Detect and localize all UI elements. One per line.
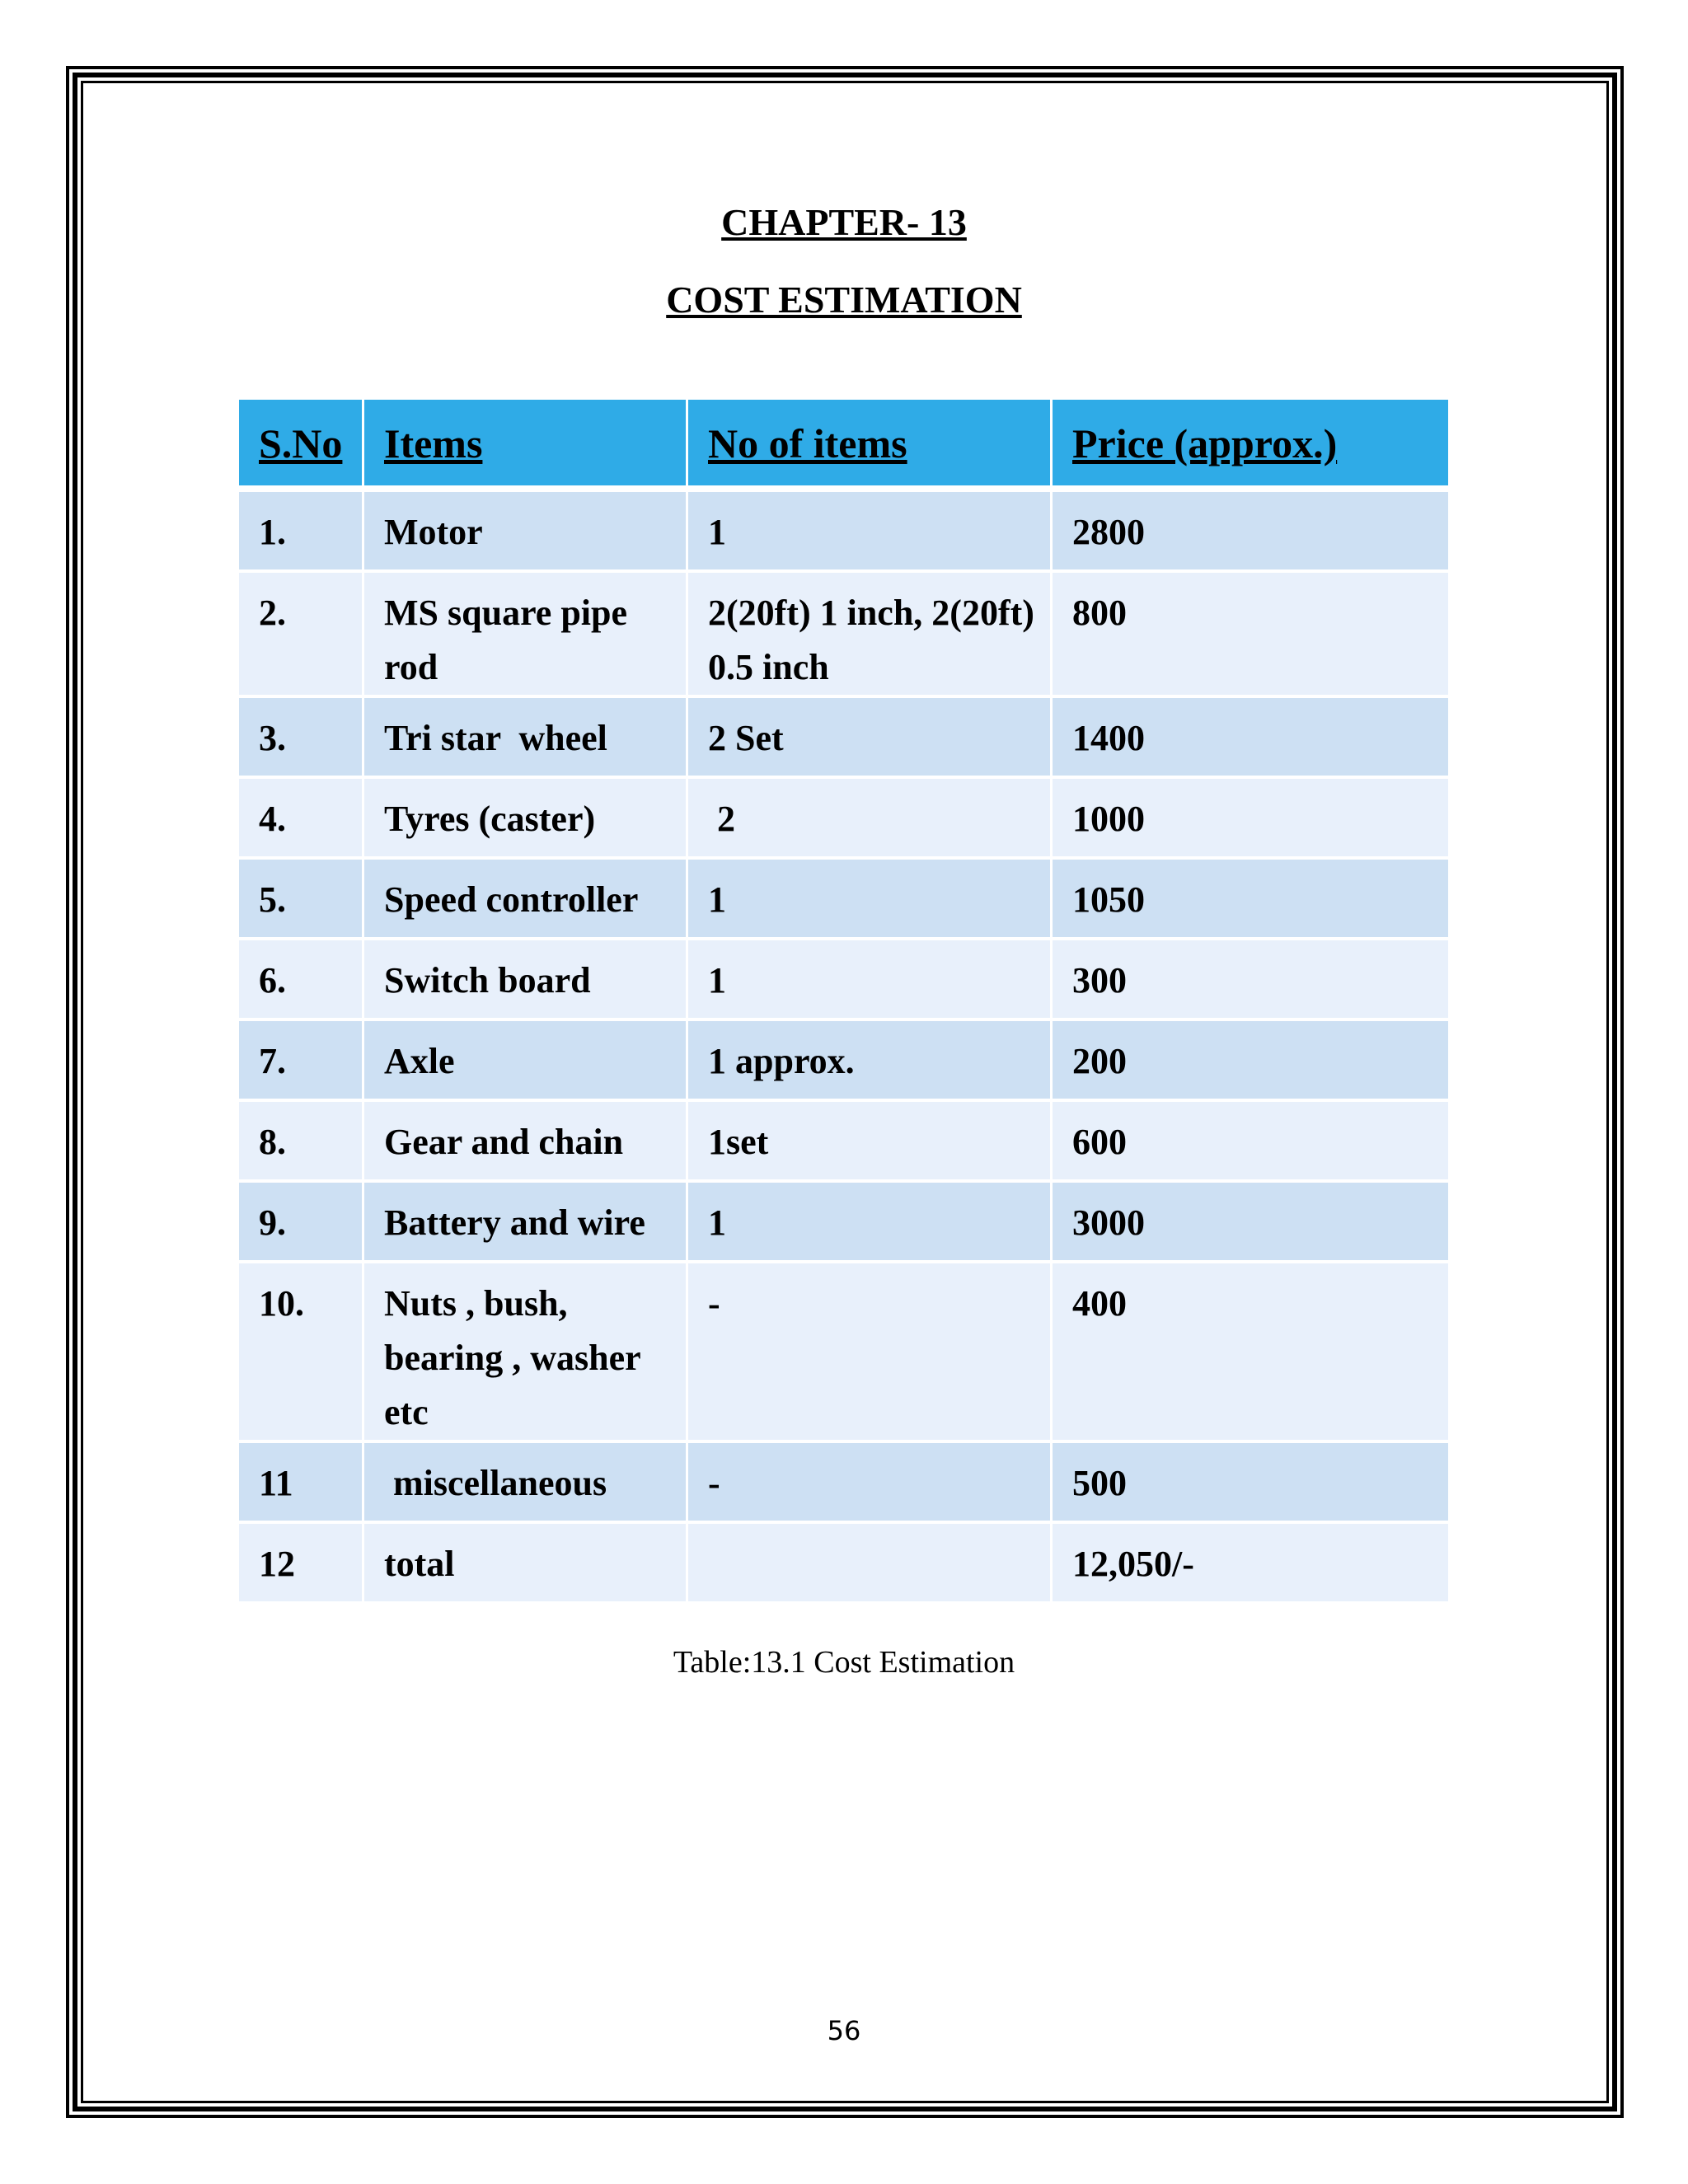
- cell-item: Tri star wheel: [364, 698, 688, 779]
- cell-item: Battery and wire: [364, 1183, 688, 1263]
- table-row: [239, 860, 1448, 940]
- cell-quantity: [688, 1524, 1053, 1605]
- column-header-quantity: No of items: [688, 400, 1053, 492]
- cell-item: Nuts , bush, bearing , washer etc: [364, 1263, 688, 1443]
- cell-price: 12,050/-: [1053, 1524, 1448, 1605]
- cell-sno: 6.: [239, 940, 364, 1021]
- table-caption: Table:13.1 Cost Estimation: [673, 1645, 1015, 1680]
- table-row: [239, 1102, 1448, 1183]
- cell-quantity: 1: [688, 1183, 1053, 1263]
- column-header-price: Price (approx.): [1053, 400, 1448, 492]
- cell-item: Gear and chain: [364, 1102, 688, 1183]
- cell-sno: 9.: [239, 1183, 364, 1263]
- cell-quantity: 2: [688, 779, 1053, 860]
- cell-sno: 12: [239, 1524, 364, 1605]
- cell-item: Axle: [364, 1021, 688, 1102]
- cell-sno: 4.: [239, 779, 364, 860]
- cell-price: 1050: [1053, 860, 1448, 940]
- column-header-sno: S.No: [239, 400, 364, 492]
- cell-quantity: 1: [688, 940, 1053, 1021]
- table-row-total: [239, 1524, 1448, 1605]
- table-row: [239, 1263, 1448, 1443]
- cell-quantity: 1: [688, 860, 1053, 940]
- cell-price: 400: [1053, 1263, 1448, 1443]
- table-row: [239, 1443, 1448, 1524]
- cell-quantity: 2 Set: [688, 698, 1053, 779]
- cell-price: 200: [1053, 1021, 1448, 1102]
- page-number: 56: [827, 2015, 861, 2046]
- table-row: [239, 573, 1448, 698]
- cell-item: MS square pipe rod: [364, 573, 688, 698]
- cell-price: 600: [1053, 1102, 1448, 1183]
- table-row: [239, 698, 1448, 779]
- table-header-row: [239, 400, 1448, 492]
- cell-quantity: -: [688, 1443, 1053, 1524]
- table-row: [239, 940, 1448, 1021]
- cell-sno: 11: [239, 1443, 364, 1524]
- cell-price: 800: [1053, 573, 1448, 698]
- cell-item: Tyres (caster): [364, 779, 688, 860]
- cell-sno: 5.: [239, 860, 364, 940]
- cell-item: Switch board: [364, 940, 688, 1021]
- cell-quantity: -: [688, 1263, 1053, 1443]
- cell-quantity: 1set: [688, 1102, 1053, 1183]
- cell-quantity: 1 approx.: [688, 1021, 1053, 1102]
- section-title: COST ESTIMATION: [666, 279, 1022, 321]
- cost-estimation-table: [239, 400, 1448, 1605]
- cell-sno: 8.: [239, 1102, 364, 1183]
- cell-item: total: [364, 1524, 688, 1605]
- table-row: [239, 1021, 1448, 1102]
- cell-price: 3000: [1053, 1183, 1448, 1263]
- cell-price: 2800: [1053, 492, 1448, 573]
- cell-item: Speed controller: [364, 860, 688, 940]
- cell-price: 1000: [1053, 779, 1448, 860]
- cell-sno: 10.: [239, 1263, 364, 1443]
- table-row: [239, 779, 1448, 860]
- cell-price: 500: [1053, 1443, 1448, 1524]
- table-row: [239, 1183, 1448, 1263]
- column-header-items: Items: [364, 400, 688, 492]
- cell-sno: 1.: [239, 492, 364, 573]
- cell-quantity: 1: [688, 492, 1053, 573]
- cell-item: Motor: [364, 492, 688, 573]
- cell-sno: 2.: [239, 573, 364, 698]
- table-row: [239, 492, 1448, 573]
- cell-sno: 7.: [239, 1021, 364, 1102]
- chapter-heading: CHAPTER- 13: [721, 201, 967, 243]
- cell-price: 1400: [1053, 698, 1448, 779]
- cell-price: 300: [1053, 940, 1448, 1021]
- cell-item: miscellaneous: [364, 1443, 688, 1524]
- cell-quantity: 2(20ft) 1 inch, 2(20ft) 0.5 inch: [688, 573, 1053, 698]
- cell-sno: 3.: [239, 698, 364, 779]
